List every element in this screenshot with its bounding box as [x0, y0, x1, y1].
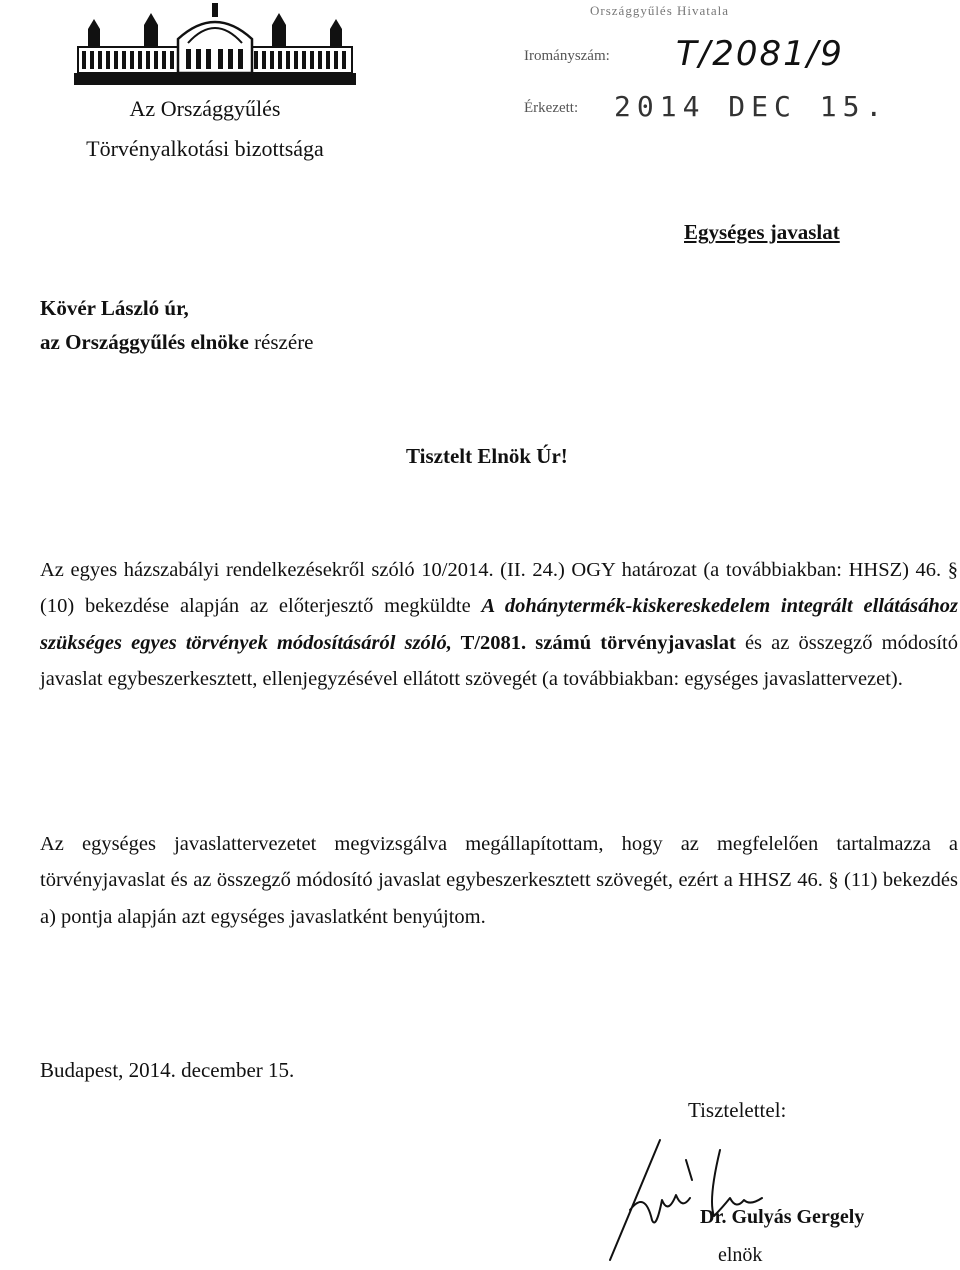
- iromanyszam-value: T/2081/9: [676, 34, 844, 74]
- handwritten-signature: [590, 1120, 800, 1270]
- place-and-date: Budapest, 2014. december 15.: [40, 1058, 295, 1082]
- body-paragraph-1: [40, 552, 958, 698]
- body-paragraph-2: Az egységes javaslattervezetet megvizsgálva megállapítottam, hogy az megfelelően tartalmazza a törvényjavaslat és az összegző módosító javaslat egybeszerkesztett szövegét, ezért a HHSZ 46. § (11) bekezdés a) pontja alapján azt egységes javaslatként benyújtom.: [40, 833, 958, 928]
- stamp-top-text: Országgyűlés Hivatala: [590, 3, 730, 18]
- recipient-title: [40, 330, 314, 355]
- document-type-heading: Egységes javaslat: [684, 220, 840, 244]
- closing-phrase: Tisztelettel:: [688, 1098, 787, 1122]
- bill-number: T/2081. számú törvényjavaslat: [451, 631, 736, 654]
- salutation: Tisztelt Elnök Úr!: [406, 444, 568, 468]
- bill-title: A dohánytermék-kiskereskedelem integrált ellátásához szükséges egyes törvények módosításáról szóló,: [40, 595, 959, 654]
- recipient-name: Kövér László úr,: [40, 296, 189, 320]
- organization-name: Az Országgyűlés: [129, 96, 281, 121]
- recipient-title-bold: az Országgyűlés elnöke: [40, 330, 249, 354]
- parliament-building-icon: [74, 3, 356, 87]
- signer-title: elnök: [718, 1244, 763, 1266]
- erkezett-label: Érkezett:: [524, 100, 579, 116]
- paragraph1-text-1: Az egyes házszabályi rendelkezésekről szóló 10/2014. (II. 24.) OGY határozat (a továbbiakban: HHSZ) 46. § (10) bekezdése alapján az előterjesztő megküldte: [40, 559, 958, 618]
- iromanyszam-label: Irományszám:: [524, 48, 610, 64]
- recipient-title-rest: részére: [248, 330, 314, 354]
- committee-name: Törvényalkotási bizottsága: [86, 136, 324, 161]
- erkezett-date-stamp: 2014 DEC 15.: [614, 90, 889, 123]
- paragraph1-text-2: és az összegző módosító javaslat egybeszerkesztett, ellenjegyzésével ellátott szövegét (a továbbiakban: egységes javaslattervezet).: [40, 631, 958, 691]
- signer-name: Dr. Gulyás Gergely: [700, 1206, 865, 1228]
